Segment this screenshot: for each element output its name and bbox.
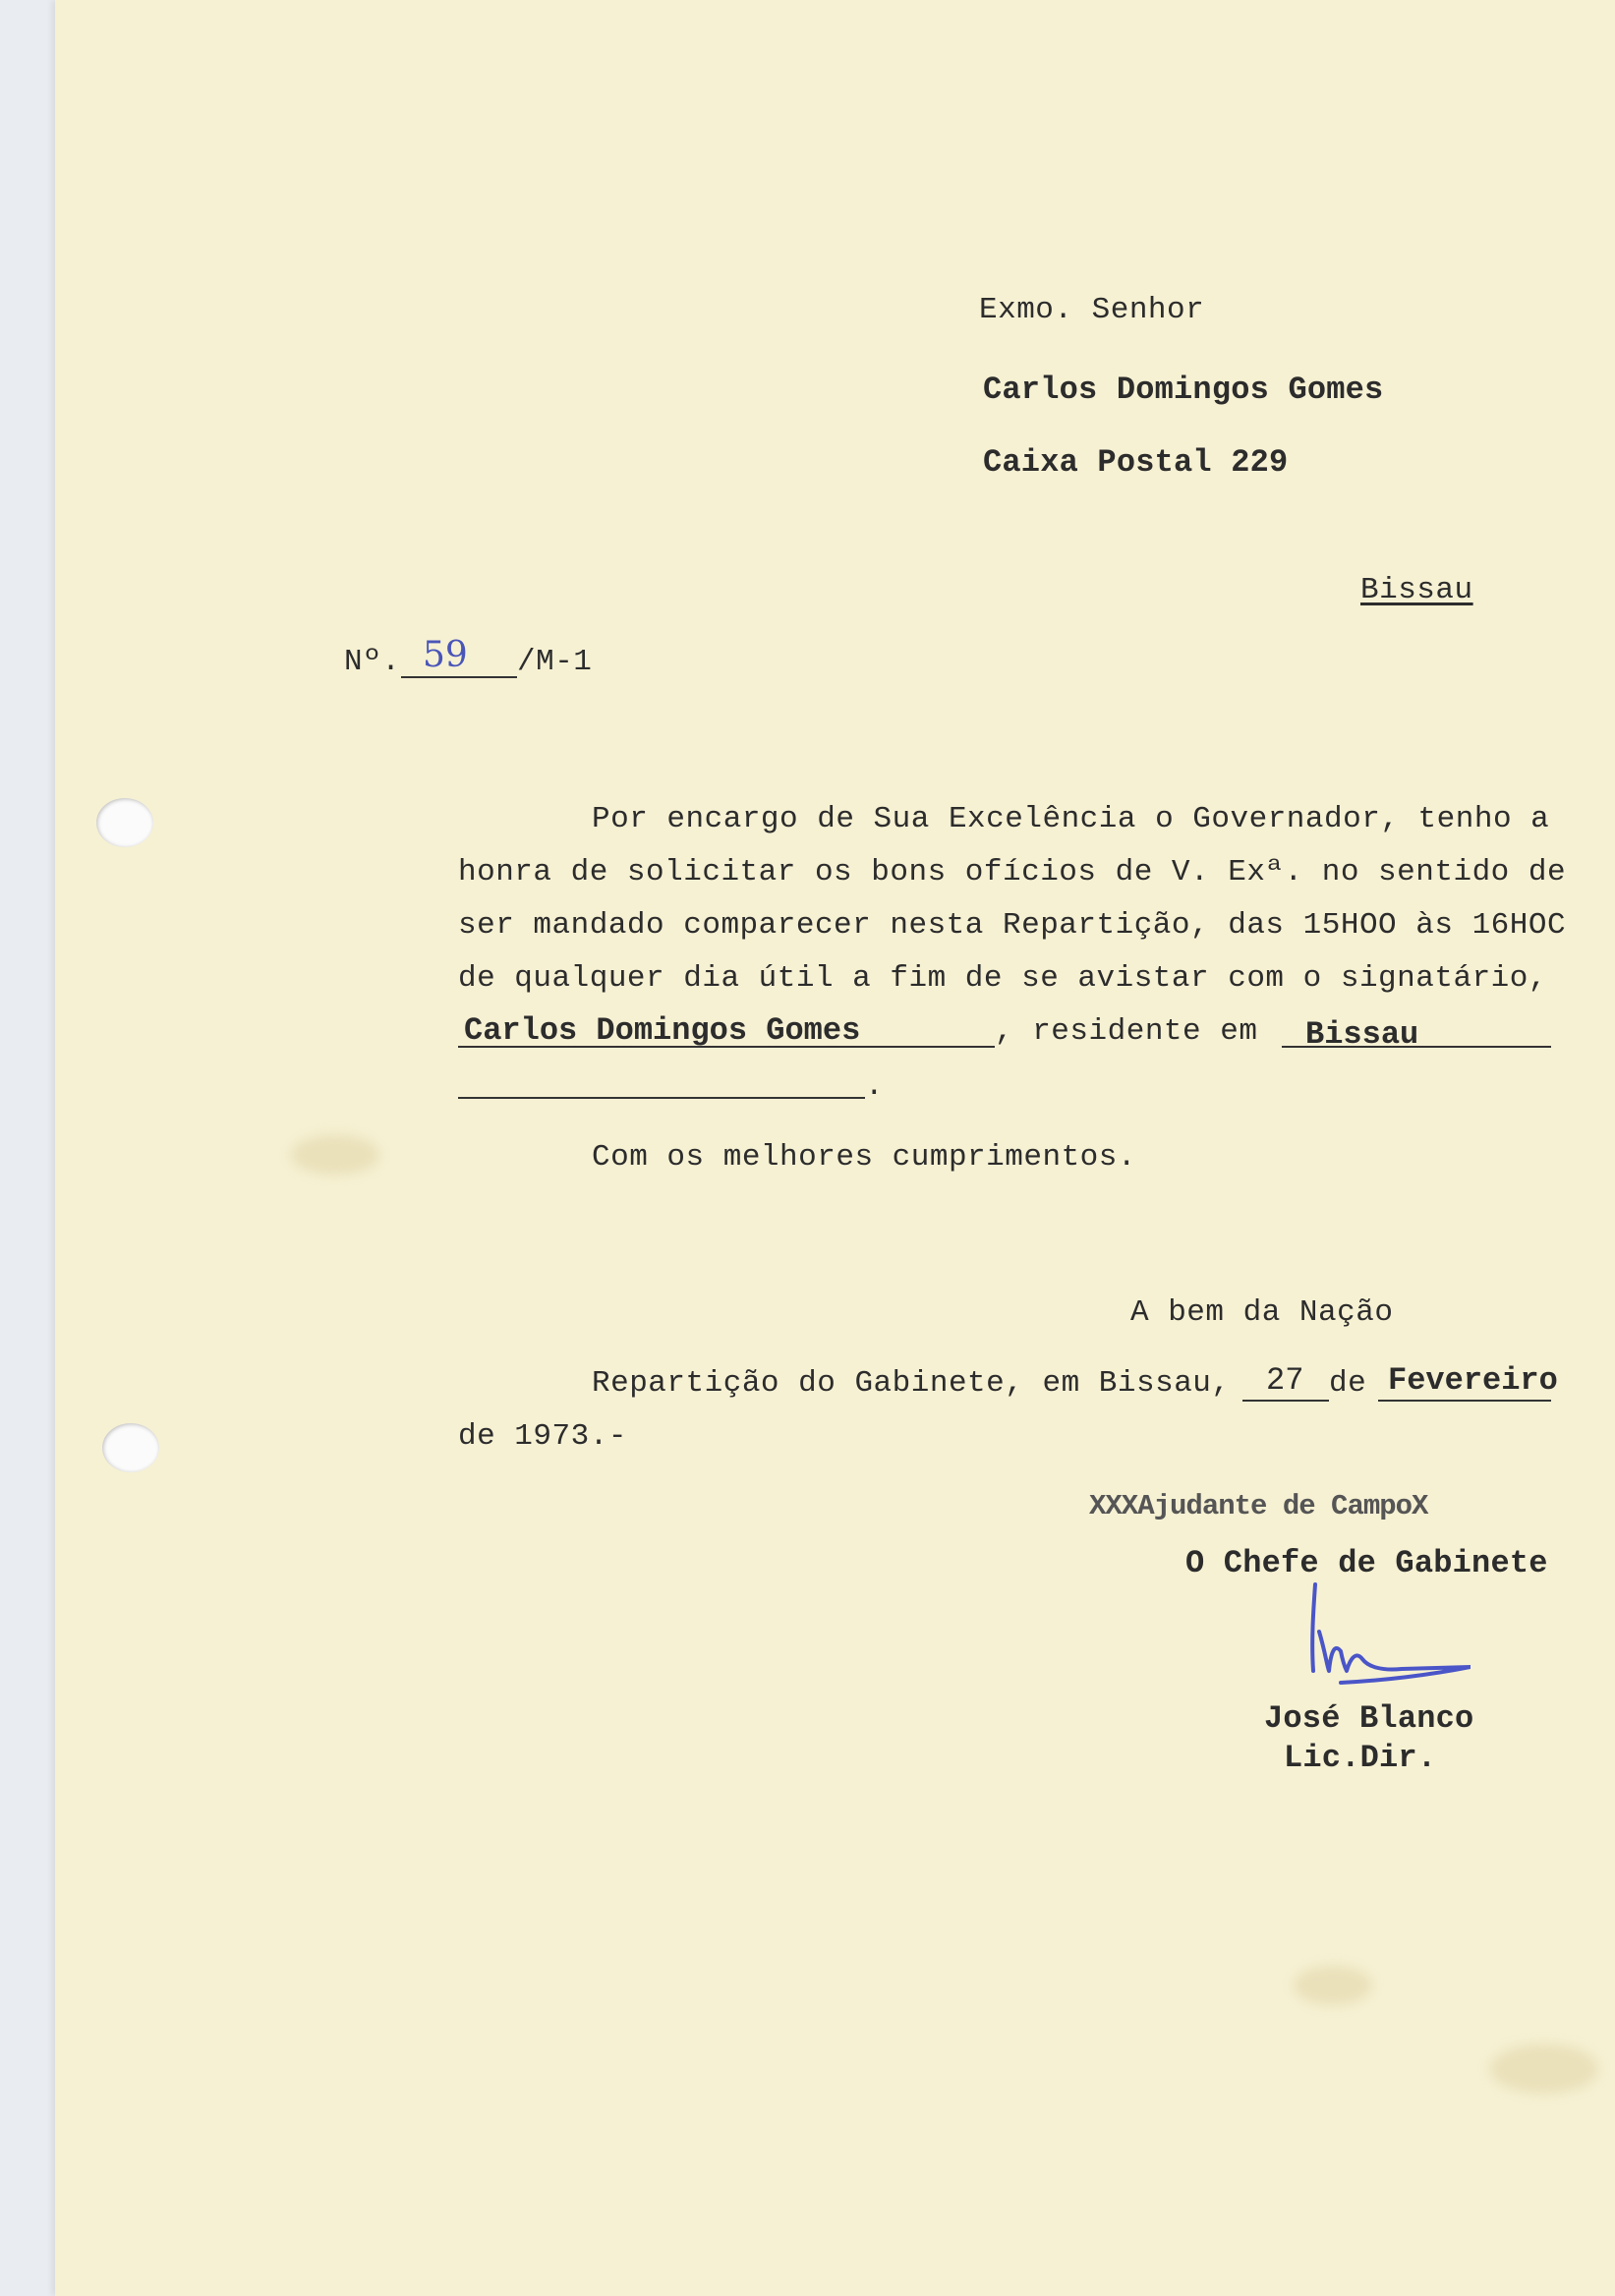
date-day: 27 [1266, 1362, 1304, 1399]
stain-mark [1490, 2044, 1598, 2094]
punch-hole [102, 1423, 159, 1472]
stain-mark [1294, 1966, 1372, 2005]
day-fill-line [1242, 1400, 1329, 1402]
struck-title: XXXAjudante de CampoX [1089, 1490, 1428, 1522]
recipient-address: Caixa Postal 229 [983, 444, 1289, 481]
date-de: de [1329, 1366, 1367, 1401]
reference-prefix: Nº. [344, 645, 401, 679]
signer-credentials: Lic.Dir. [1284, 1740, 1437, 1776]
signer-name: José Blanco [1264, 1700, 1474, 1737]
recipient-salutation: Exmo. Senhor [979, 293, 1205, 327]
reference-suffix: /M-1 [517, 645, 593, 679]
date-month: Fevereiro [1388, 1362, 1558, 1399]
body-line: Por encargo de Sua Excelência o Governador, tenho a [592, 802, 1550, 836]
signature-title: O Chefe de Gabinete [1185, 1545, 1548, 1581]
date-year: de 1973.- [458, 1419, 627, 1454]
continuation-line [458, 1097, 865, 1099]
person-name: Carlos Domingos Gomes [464, 1012, 861, 1049]
body-line: honra de solicitar os bons ofícios de V. Exª. no sentido de [458, 855, 1567, 890]
punch-hole [96, 798, 153, 847]
body-period: . [865, 1069, 885, 1104]
residente-text: , residente em [995, 1014, 1258, 1049]
body-line: ser mandado comparecer nesta Repartição, das 15HOO às 16HOC [458, 908, 1567, 943]
stain-mark [291, 1135, 379, 1175]
closing-text: Com os melhores cumprimentos. [592, 1140, 1136, 1175]
month-fill-line [1378, 1400, 1551, 1402]
motto: A bem da Nação [1130, 1295, 1394, 1330]
reference-number-line [401, 676, 517, 678]
recipient-city: Bissau [1360, 573, 1473, 607]
reference-number: 59 [423, 635, 468, 675]
letter-page [55, 0, 1615, 2296]
dateline-prefix: Repartição do Gabinete, em Bissau, [592, 1366, 1231, 1401]
body-line: de qualquer dia útil a fim de se avistar com o signatário, [458, 961, 1547, 996]
handwritten-signature [1235, 1573, 1471, 1710]
recipient-name: Carlos Domingos Gomes [983, 372, 1384, 408]
place-name: Bissau [1305, 1016, 1419, 1053]
